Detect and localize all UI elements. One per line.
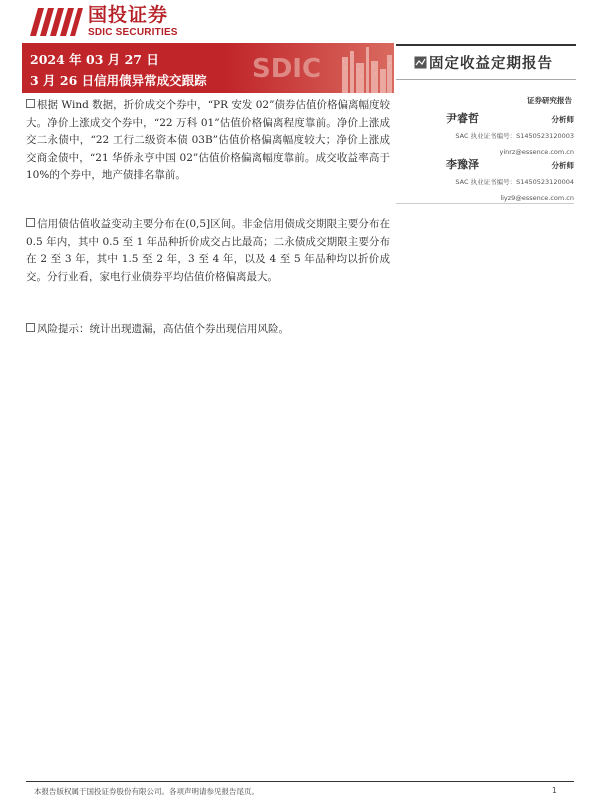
risk-warning-paragraph: [26, 321, 390, 339]
report-category: 证券研究报告: [527, 96, 572, 105]
paragraph-text: 根据 Wind 数据，折价成交个券中，“PR 安发 02”债券估值价格偏离幅度较大。净价上涨成交个券中，“22 万科 01”估值价格偏离程度靠前。净价上涨成交二永债中，“22 工行二级资本债 03B”估值价格偏离幅度较大；净价上涨成交商金债中，“21 华侨永亨中国 02”估值价格偏离幅度靠前。成交收益率高于 10%的个券中，地产债排名靠前。: [26, 99, 390, 181]
logo-chinese-name: 国投证券: [88, 4, 169, 26]
paragraph-text: 信用债估值收益变动主要分布在(0,5]区间。非金信用债成交期限主要分布在 0.5 年内，其中 0.5 至 1 年品种折价成交占比最高；二永债成交期限主要分布在 2 至 3 年，其中 1.5 至 2 年，3 至 4 年，以及 4 至 5 年品种均以折价成交。分行业看，家电行业债券平均估值价格偏离最大。: [26, 218, 390, 283]
analyst-role: 分析师: [551, 161, 574, 170]
analyst-name: 李豫泽: [446, 158, 479, 171]
paragraph-text: 风险提示：统计出现遗漏，高估值个券出现信用风险。: [37, 323, 289, 335]
analyst-divider: [396, 203, 574, 204]
analyst-email[interactable]: yinrz@essence.com.cn: [499, 148, 574, 156]
banner-cityscape-graphic: [224, 43, 394, 93]
banner-watermark: SDIC: [252, 54, 322, 84]
report-type-header: [396, 44, 576, 76]
company-logo: [28, 4, 178, 40]
summary-paragraph: [26, 216, 390, 286]
report-type-icon: [414, 56, 427, 69]
report-date: 2024 年 03 月 27 日: [30, 52, 159, 67]
footer-divider: [26, 781, 574, 782]
analyst-name: 尹睿哲: [446, 112, 479, 125]
bullet-square-icon: [26, 99, 35, 108]
footer-disclaimer: 本报告版权属于国投证券股份有限公司。各项声明请参见报告尾页。: [34, 787, 259, 796]
analyst-email[interactable]: liyz9@essence.com.cn: [500, 194, 574, 202]
page-number: 1: [552, 786, 557, 795]
bullet-square-icon: [26, 218, 35, 227]
analyst-sac-number: SAC 执业证书编号：S1450523120003: [455, 132, 574, 140]
summary-paragraph: [26, 97, 390, 185]
logo-english-name: SDIC SECURITIES: [88, 27, 178, 38]
bullet-square-icon: [26, 323, 35, 332]
header-divider: [396, 79, 576, 80]
analyst-role: 分析师: [551, 115, 574, 124]
analyst-card: [396, 110, 574, 156]
analyst-card: [396, 156, 574, 202]
title-banner: [22, 43, 394, 93]
sdic-logo-icon: [28, 6, 84, 38]
report-type-label: 固定收益定期报告: [429, 54, 553, 72]
report-title: 3 月 26 日信用债异常成交跟踪: [30, 73, 207, 88]
analyst-sac-number: SAC 执业证书编号：S1450523120004: [455, 178, 574, 186]
